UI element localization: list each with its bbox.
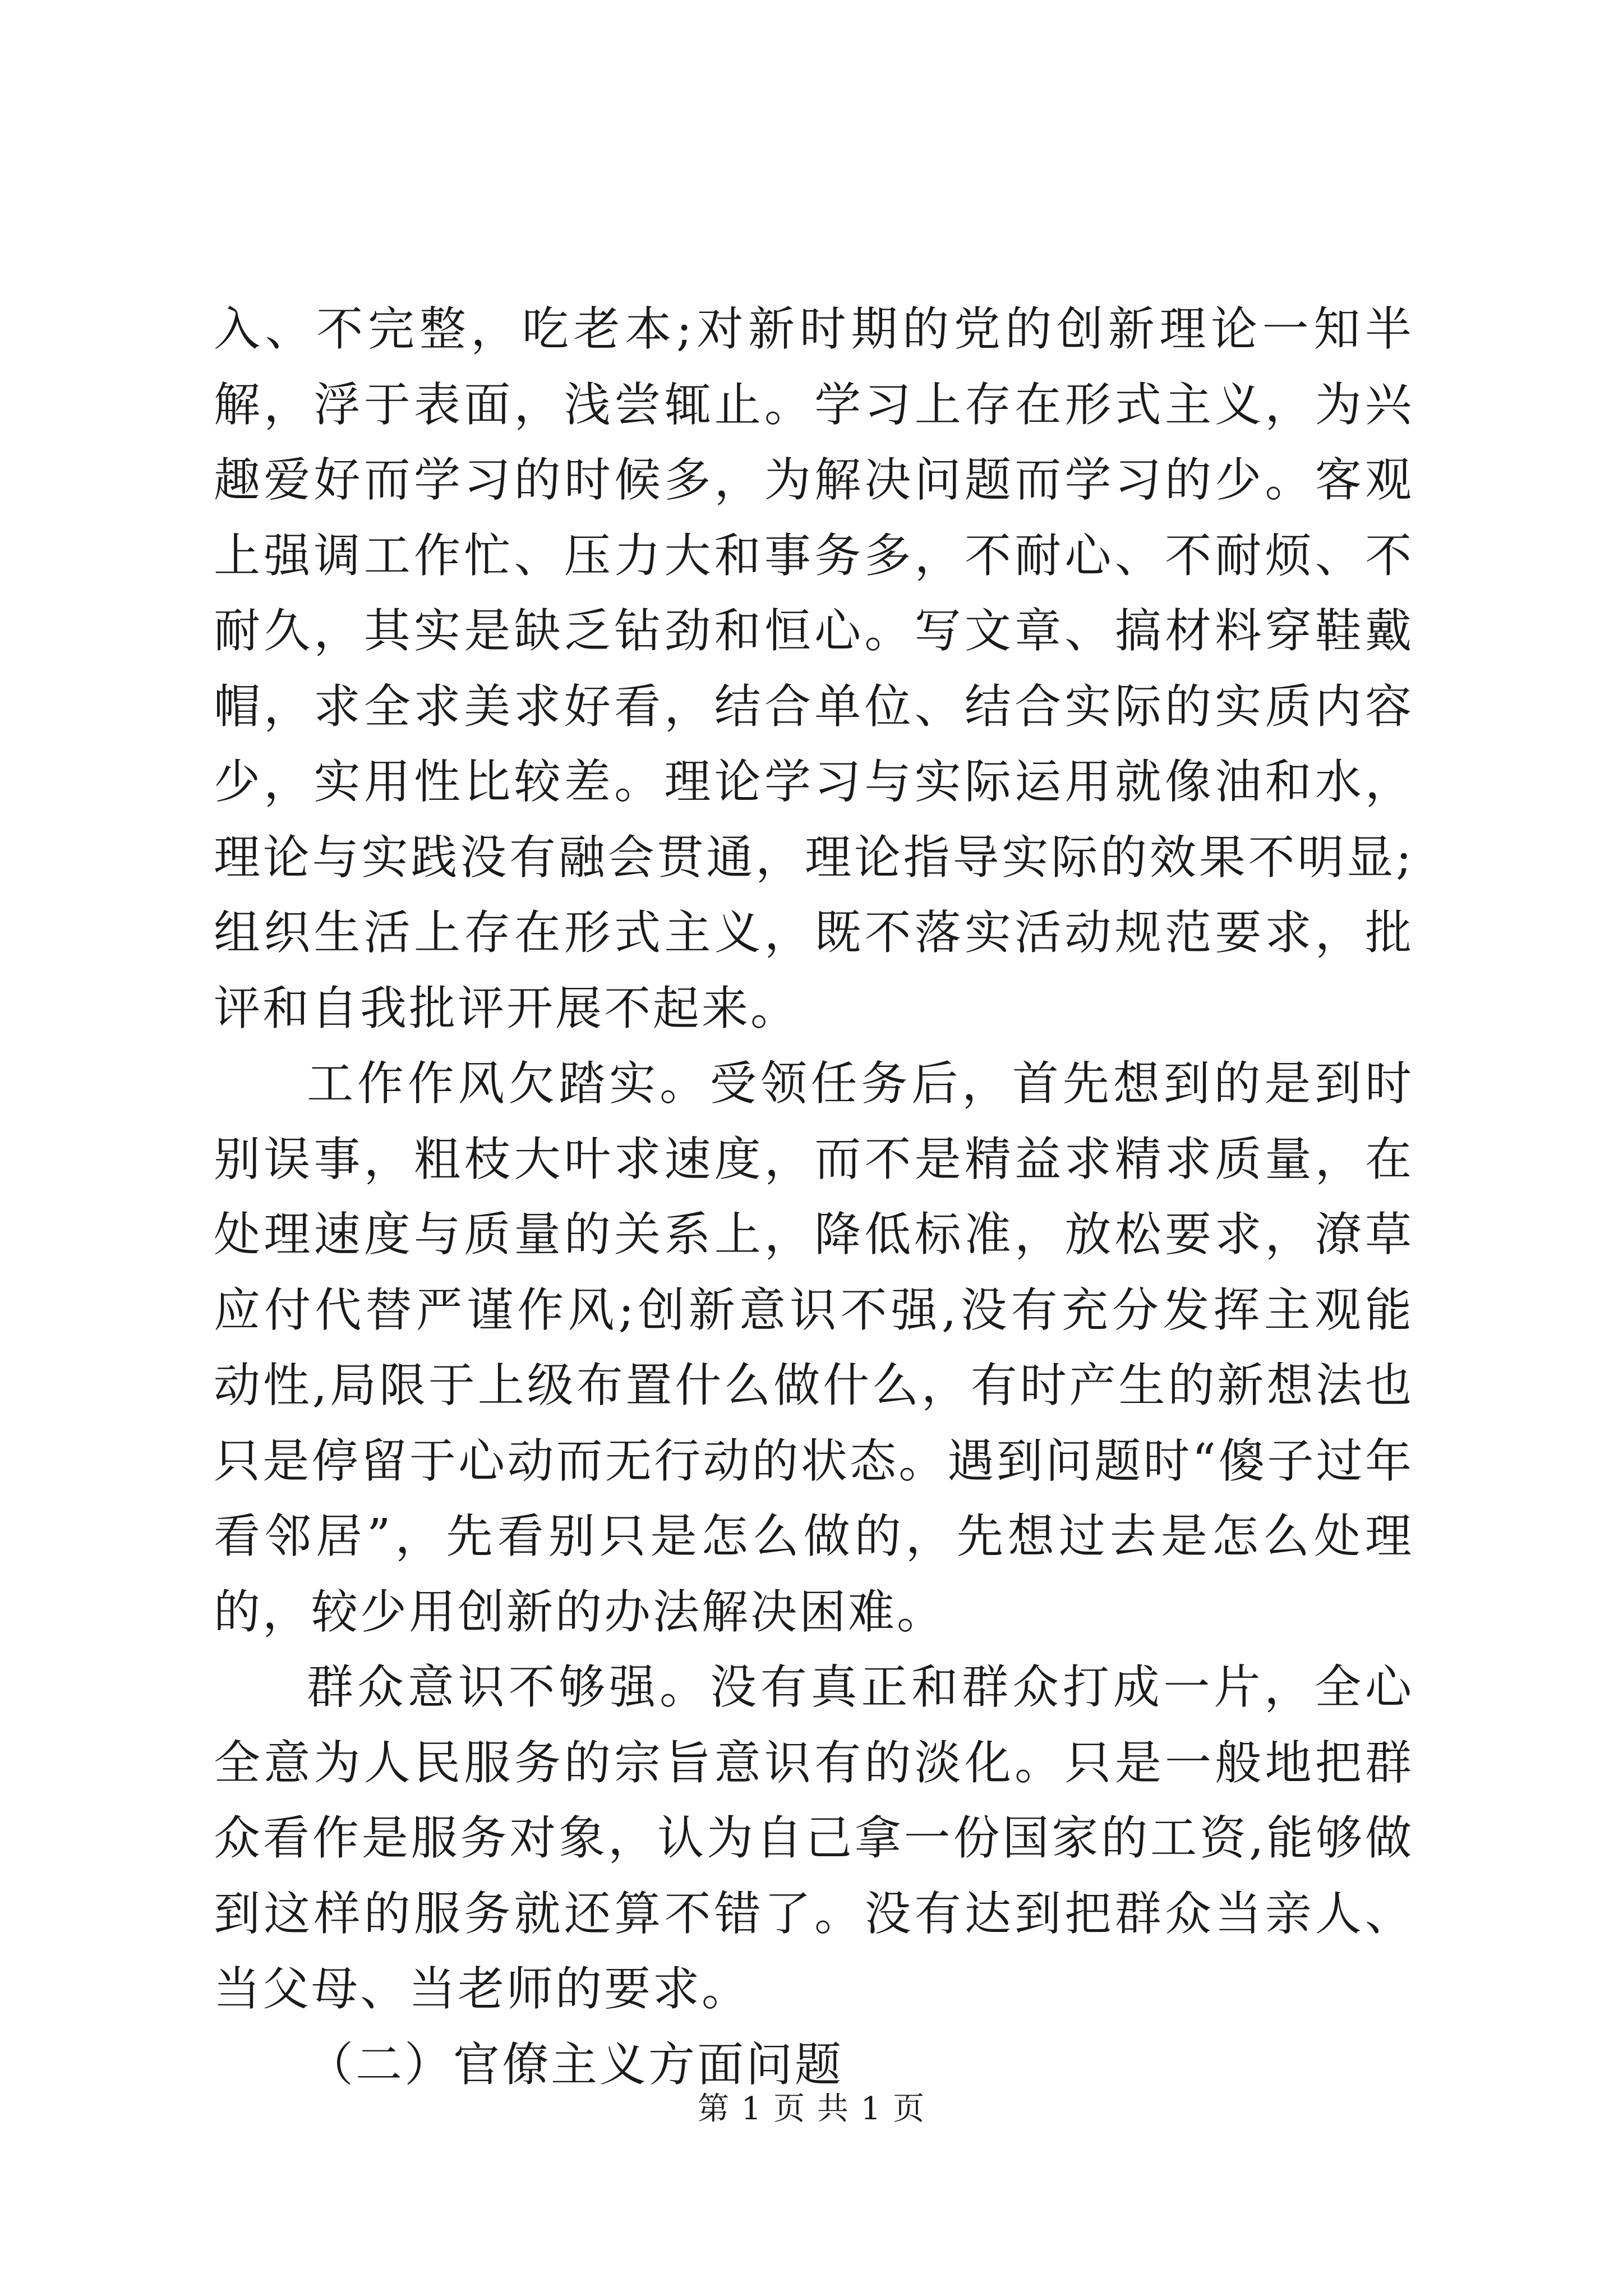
section-heading: （二）官僚主义方面问题 [307, 2037, 843, 2092]
page-number-footer: 第 1 页 共 1 页 [697, 2091, 926, 2127]
paragraph-mass-awareness: 群众意识不够强。没有真正和群众打成一片，全心全意为人民服务的宗旨意识有的淡化。只是一般地把群众看作是服务对象，认为自己拿一份国家的工资,能够做到这样的服务就还算不错了。没有达到把群众当亲人、当父母、当老师的要求。 [214, 1660, 1414, 2016]
paragraph-work-style: 工作作风欠踏实。受领任务后，首先想到的是到时别误事，粗枝大叶求速度，而不是精益求精求质量，在处理速度与质量的关系上，降低标准，放松要求，潦草应付代替严谨作风;创新意识不强,没有充分发挥主观能动性,局限于上级布置什么做什么，有时产生的新想法也只是停留于心动而无行动的状态。遇到问题时“傻子过年看邻居”，先看别只是怎么做的，先想过去是怎么处理的，较少用创新的办法解决困难。 [214, 1056, 1414, 1639]
document-body [214, 292, 1414, 2102]
paragraph-continuation: 入、不完整，吃老本;对新时期的党的创新理论一知半解，浮于表面，浅尝辄止。学习上存在形式主义，为兴趣爱好而学习的时候多，为解决问题而学习的少。客观上强调工作忙、压力大和事务多，不耐心、不耐烦、不耐久，其实是缺乏钻劲和恒心。写文章、搞材料穿鞋戴帽，求全求美求好看，结合单位、结合实际的实质内容少，实用性比较差。理论学习与实际运用就像油和水，理论与实践没有融会贯通，理论指导实际的效果不明显;组织生活上存在形式主义，既不落实活动规范要求，批评和自我批评开展不起来。 [214, 302, 1414, 1036]
